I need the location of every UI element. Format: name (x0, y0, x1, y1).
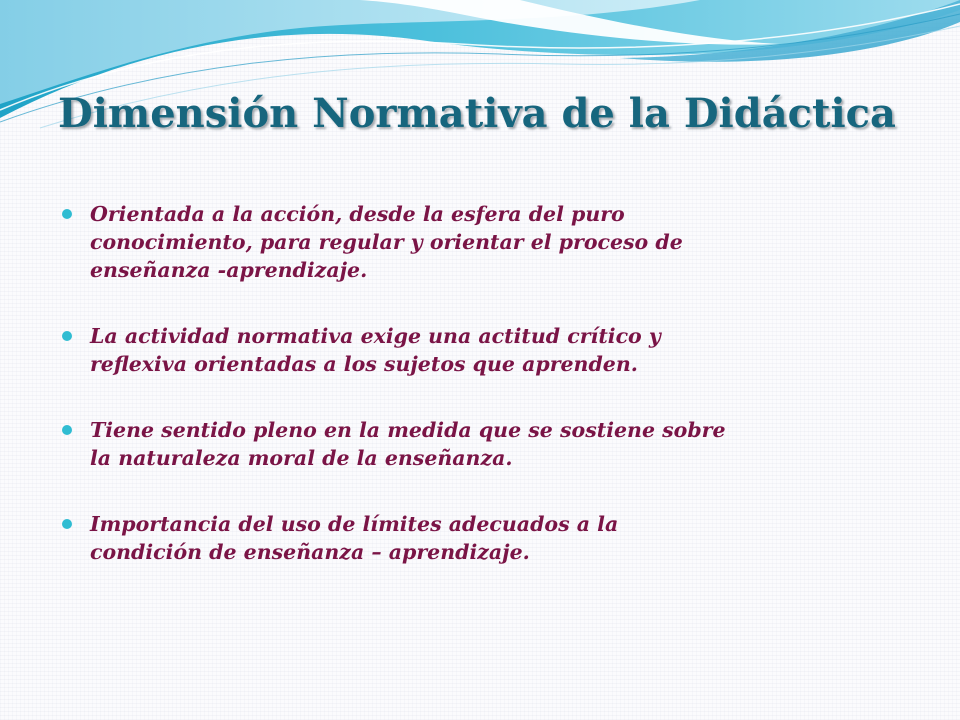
bullet-dot-icon (62, 425, 72, 435)
bullet-dot-icon (62, 519, 72, 529)
bullet-list (62, 200, 882, 566)
bullet-text-line: conocimiento, para regular y orientar el proceso de (90, 230, 683, 254)
bullet-text-line: Tiene sentido pleno en la medida que se sostiene sobre (90, 418, 726, 442)
bullet-text-line: la naturaleza moral de la enseñanza. (90, 446, 513, 470)
bullet-text-line: La actividad normativa exige una actitud crítico y (90, 324, 661, 348)
bullet-item (62, 322, 882, 378)
bullet-text-line: enseñanza -aprendizaje. (90, 258, 368, 282)
bullet-item (62, 200, 882, 284)
bullet-text-line: condición de enseñanza – aprendizaje. (90, 540, 530, 564)
bullet-text-line: reflexiva orientadas a los sujetos que aprenden. (90, 352, 638, 376)
bullet-text-line: Orientada a la acción, desde la esfera del puro (90, 202, 625, 226)
bullet-dot-icon (62, 209, 72, 219)
bullet-text-line: Importancia del uso de límites adecuados a la (90, 512, 619, 536)
bullet-item (62, 416, 882, 472)
bullet-dot-icon (62, 331, 72, 341)
bullet-item (62, 510, 882, 566)
slide-title: Dimensión Normativa de la Didáctica (58, 90, 896, 137)
